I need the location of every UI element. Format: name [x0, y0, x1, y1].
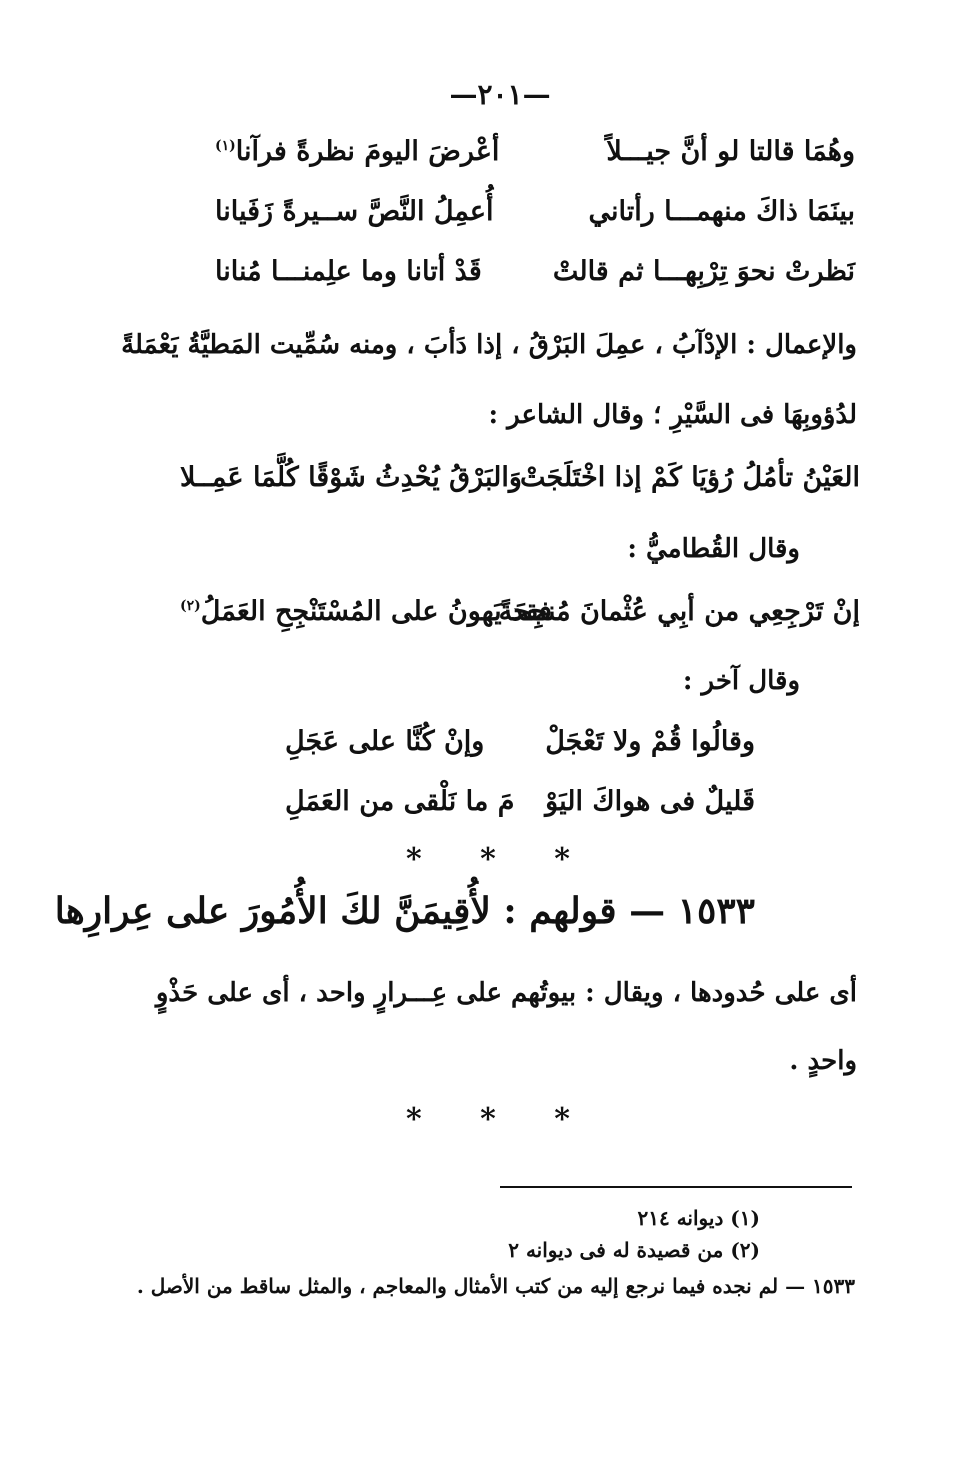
verse-line-1 [215, 136, 855, 186]
verse-hemistich-second: أُعمِلُ النَّصَّ ســيرةً زَفَيانا [215, 196, 494, 227]
verse-hemistich-second: أعْرضَ اليومَ نظرةً فرآنا$^{(١)}$ [215, 136, 500, 167]
verse-hemistich-second: فقد يَهونُ على المُسْتَنْجِحِ العَمَلُ$^{(٢)}$ [180, 596, 552, 627]
verse-hemistich-first: وقالُوا قُمْ ولا تَعْجَلْ [545, 726, 755, 757]
footnote-1: (١) ديوانه ٢١٤ [637, 1206, 760, 1230]
prose-line: والإعمال : الإدْآبُ ، عمِلَ البَرْقُ ، إذا دَأبَ ، ومنه سُمِّيت المَطيَّةُ يَعْمَلةً [121, 330, 857, 360]
qutami-intro: وقال القُطاميُّ : [627, 534, 800, 564]
verse-hemistich-second: وإنْ كُنَّا على عَجَلِ [285, 726, 485, 757]
footnote-2: (٢) من قصيدة له فى ديوانه ٢ [508, 1238, 760, 1262]
verse-hemistich-first: إنْ تَرْجِعِي من أبِي عُثْمانَ مُنجِحَةً [498, 596, 860, 627]
prose-line: واحدٍ . [789, 1046, 857, 1076]
akhar-intro: وقال آخر : [682, 666, 800, 696]
footnote-mark-2: (٢) [180, 598, 201, 614]
verse-hemistich-first: وهُمَا قالتا لو أنَّ جيـــلاً [606, 136, 855, 167]
verse-line-2 [215, 196, 855, 246]
verse-hemistich-first: قَليلٌ فى هواكَ اليَوْ [545, 786, 755, 817]
verse-hemistich-second: قَدْ أتانا وما علِمنـــا مُنانا [215, 256, 482, 287]
prose-line: لدُؤوبِهَا فى السَّيْرِ ؛ وقال الشاعر : [488, 400, 857, 430]
verse-line-3 [215, 256, 855, 306]
verse-hemistich-first: نَظرتْ نحوَ تِرْبِهـــا ثم قالتْ [552, 256, 855, 287]
footnote-separator [500, 1186, 852, 1188]
verse-hemistich-second: وَالبَرْقُ يُحْدِثُ شَوْقًا كُلَّمَا عَمِــلا [180, 462, 522, 493]
page-number: —٢٠١— [449, 78, 551, 111]
verse-hemistich-first: بينَمَا ذاكَ منهمـــا رأتاني [588, 196, 855, 227]
verse-akhar-2 [285, 786, 755, 836]
verse-shaer [180, 462, 860, 512]
footnote-mark-1: (١) [215, 138, 236, 154]
verse-akhar-1 [285, 726, 755, 776]
verse-hemistich-first: العَيْنُ تأمُلُ رُؤيَا كَمْ إذا اخْتَلَجَتْ [520, 462, 860, 493]
section-divider-stars: * * * [406, 842, 594, 877]
entry-heading: ١٥٣٣ — قولهم : لأُقِيمَنَّ لكَ الأُمُورَ على عِرارِها [54, 890, 755, 932]
footnote-3: ١٥٣٣ — لم نجده فيما نرجع إليه من كتب الأمثال والمعاجم ، والمثل ساقط من الأصل . [136, 1274, 855, 1298]
verse-hemistich-second: مَ ما نَلْقى من العَمَلِ [285, 786, 515, 817]
section-divider-stars: * * * [406, 1102, 594, 1137]
verse-qutami [180, 596, 860, 646]
prose-line: أى على حُدودها ، ويقال : بيوتُهم على عِـــرارٍ واحد ، أى على حَذْوٍ [155, 978, 857, 1008]
